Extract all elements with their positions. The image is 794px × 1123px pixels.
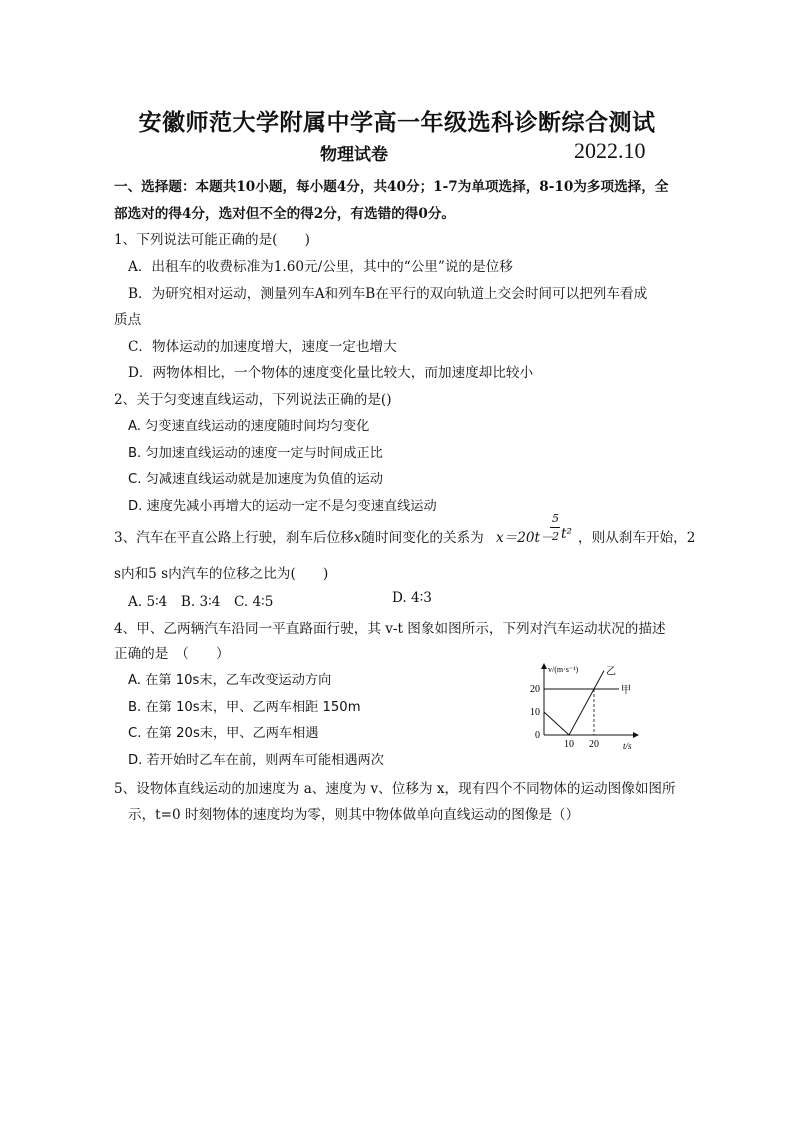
q4-option-d: D. 若开始时乙车在前，则两车可能相遇两次 xyxy=(128,753,384,768)
series-line-1 xyxy=(544,671,604,735)
y-tick-label-10: 10 xyxy=(530,707,540,718)
x-tick-label-10: 10 xyxy=(564,739,574,750)
q5-stem-line2: 示，t=0 时刻物体的速度均为零，则其中物体做单向直线运动的图像是（） xyxy=(128,807,580,823)
x-axis-label: t/s xyxy=(623,741,632,751)
exam-title: 安徽师范大学附属中学高一年级选科诊断综合测试 xyxy=(138,109,656,136)
y-tick-label-20: 20 xyxy=(530,684,540,695)
y-axis-label: v/(m·s⁻¹) xyxy=(548,665,579,674)
q1-option-b-line2: 质点 xyxy=(114,312,142,328)
q4-option-a: A. 在第 10s末，乙车改变运动方向 xyxy=(128,673,332,688)
q3-stem-mid: 随时间变化的关系为 xyxy=(361,530,484,546)
q3-var-x: x xyxy=(353,530,362,546)
vt-chart xyxy=(520,660,645,760)
q4-option-b: B. 在第 10s末，甲、乙两车相距 150m xyxy=(128,700,361,715)
q2-option-a: A. 匀变速直线运动的速度随时间均匀变化 xyxy=(128,419,370,434)
exam-date: 2022.10 xyxy=(574,138,646,163)
q3-frac-bar xyxy=(550,527,560,528)
q4-option-c: C. 在第 20s末，甲、乙两车相遇 xyxy=(128,726,319,741)
q5-stem-line1: 5、设物体直线运动的加速度为 a、速度为 v、位移为 x，现有四个不同物体的运动图像如图所 xyxy=(114,781,676,797)
q1-option-c: C．物体运动的加速度增大，速度一定也增大 xyxy=(128,339,397,355)
q3-formula-right: t² xyxy=(561,526,572,542)
q4-stem-line1: 4、甲、乙两辆汽车沿同一平直路面行驶，其 v-t 图象如图所示，下列对汽车运动状况的描述 xyxy=(114,621,666,637)
q3-stem-post: ，则从刹车开始，2 xyxy=(578,530,696,546)
q3-stem-line2: s内和5 s内汽车的位移之比为( ) xyxy=(114,566,329,582)
q3-stem-line1 xyxy=(114,526,484,546)
series-label-0: 甲 xyxy=(621,685,631,696)
x-tick-label-20: 20 xyxy=(589,739,599,750)
q3-frac-denominator: 2 xyxy=(552,530,559,543)
section-instructions-line2: 部选对的得4分，选对但不全的得2分，有选错的得0分。 xyxy=(114,206,456,222)
section-instructions-line1: 一、选择题：本题共10小题，每小题4分，共40分；1-7为单项选择，8-10为多项选择，全 xyxy=(114,179,669,195)
origin-tick-label: 0 xyxy=(535,730,540,741)
q1-option-b-line1: B．为研究相对运动，测量列车A和列车B在平行的双向轨道上交会时间可以把列车看成 xyxy=(128,286,648,302)
q1-stem: 1、下列说法可能正确的是( ) xyxy=(114,232,310,248)
series-label-1: 乙 xyxy=(606,666,616,678)
exam-subtitle: 物理试卷 xyxy=(320,145,388,165)
q2-option-d: D. 速度先减小再增大的运动一定不是匀变速直线运动 xyxy=(128,499,437,514)
q3-stem-pre: 3、汽车在平直公路上行驶，刹车后位移 xyxy=(114,530,354,546)
q4-stem-line2: 正确的是 （ ） xyxy=(114,646,230,662)
q3-frac-numerator: 5 xyxy=(552,512,559,525)
q3-formula-left: x＝20t－ xyxy=(496,530,554,546)
q1-option-d: D．两物体相比，一个物体的速度变化量比较大，而加速度却比较小 xyxy=(128,365,534,381)
q2-option-b: B. 匀加速直线运动的速度一定与时间成正比 xyxy=(128,446,383,461)
q2-option-c: C. 匀减速直线运动就是加速度为负值的运动 xyxy=(128,472,383,487)
q3-options-abc: A. 5∶4 B. 3∶4 C. 4∶5 xyxy=(128,594,274,610)
q2-stem: 2、关于匀变速直线运动，下列说法正确的是() xyxy=(114,392,392,408)
q1-option-a: A．出租车的收费标准为1.60元/公里，其中的“公里”说的是位移 xyxy=(128,259,513,275)
q3-option-d: D. 4∶3 xyxy=(392,590,432,606)
